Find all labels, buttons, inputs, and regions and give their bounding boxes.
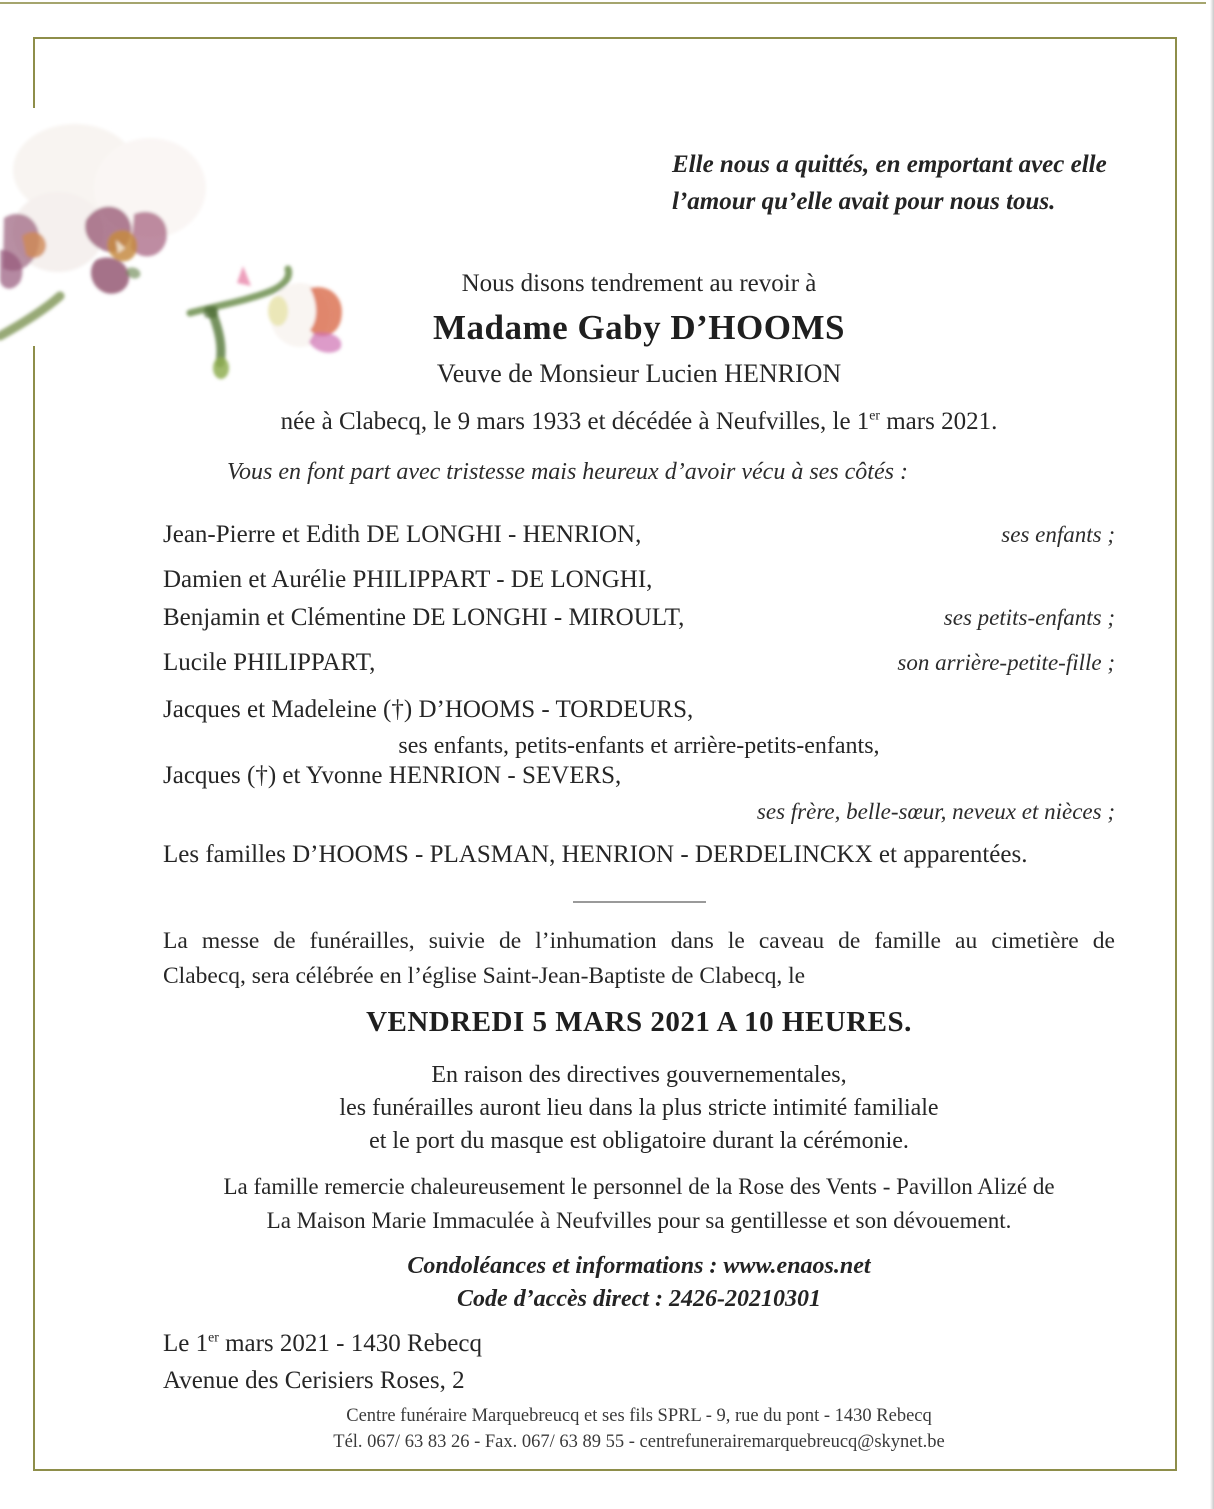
issue-date-text-end: mars 2021 - 1430 Rebecq — [218, 1330, 482, 1357]
thanks-line-2: La Maison Marie Immaculée à Neufvilles pour sa gentillesse et son dévouement. — [266, 1208, 1012, 1233]
issue-date-ordinal: er — [208, 1329, 219, 1345]
condolences-line: Condoléances et informations : www.enaos.net — [407, 1253, 871, 1279]
dates-ordinal: er — [869, 407, 880, 423]
family-row — [163, 604, 1115, 632]
orchid-photo — [0, 100, 460, 400]
ceremony-paragraph — [163, 924, 1115, 994]
issue-date-line — [163, 1325, 1115, 1362]
family-row — [163, 521, 1115, 549]
family-row — [163, 762, 1115, 790]
footer-line-1: Centre funéraire Marquebreucq et ses fils SPRL - 9, rue du pont - 1430 Rebecq — [346, 1406, 932, 1426]
ceremony-datetime: VENDREDI 5 MARS 2021 A 10 HEURES. — [366, 1006, 912, 1038]
dates-text-end: mars 2021. — [879, 408, 998, 435]
issue-block — [163, 1325, 1115, 1399]
family-relation: ses enfants ; — [1001, 522, 1115, 547]
family-names: Lucile PHILIPPART, — [163, 649, 376, 676]
section-divider — [573, 901, 706, 903]
directives-paragraph — [163, 1059, 1115, 1158]
funeral-home-footer — [163, 1403, 1115, 1455]
deceased-name: Madame Gaby D’HOOMS — [433, 308, 845, 347]
family-row-indent: ses enfants, petits-enfants et arrière-petits-enfants, — [398, 733, 880, 759]
ceremony-line-1: La messe de funérailles, suivie de l’inhumation dans le caveau de famille au cimetière de — [163, 928, 1115, 954]
footer-line-2: Tél. 067/ 63 83 26 - Fax. 067/ 63 89 55 - centrefunerairemarquebreucq@skynet.be — [333, 1432, 945, 1452]
family-row — [163, 649, 1115, 677]
family-row — [163, 799, 1115, 825]
scan-top-edge-line — [0, 2, 1206, 4]
condolences-block — [163, 1250, 1115, 1316]
intro-line: Nous disons tendrement au revoir à — [461, 270, 817, 297]
issue-date-text: Le 1 — [163, 1330, 209, 1357]
family-relation: son arrière-petite-fille ; — [897, 650, 1115, 675]
family-names: Jacques (†) et Yvonne HENRION - SEVERS, — [163, 762, 622, 789]
family-names: Benjamin et Clémentine DE LONGHI - MIROULT, — [163, 604, 685, 631]
issue-address-line: Avenue des Cerisiers Roses, 2 — [163, 1367, 465, 1394]
epitaph-line-2: l’amour qu’elle avait pour nous tous. — [672, 188, 1056, 215]
access-code-line: Code d’accès direct : 2426-20210301 — [457, 1286, 821, 1312]
directives-line-2: les funérailles auront lieu dans la plus stricte intimité familiale — [339, 1095, 939, 1121]
epitaph-quote — [672, 146, 1142, 220]
family-relation: ses frère, belle-sœur, neveux et nièces ; — [756, 799, 1115, 824]
thanks-paragraph — [163, 1170, 1115, 1238]
deceased-dates — [163, 408, 1115, 436]
announcement-line: Vous en font part avec tristesse mais heureux d’avoir vécu à ses côtés : — [227, 459, 908, 485]
family-names: Jean-Pierre et Edith DE LONGHI - HENRION, — [163, 521, 642, 548]
directives-line-3: et le port du masque est obligatoire durant la cérémonie. — [369, 1128, 909, 1154]
scan-right-edge-shadow — [1210, 0, 1214, 1509]
deceased-subtitle: Veuve de Monsieur Lucien HENRION — [436, 359, 842, 388]
directives-line-1: En raison des directives gouvernementales, — [431, 1062, 847, 1088]
ceremony-line-2: Clabecq, sera célébrée en l’église Saint-Jean-Baptiste de Clabecq, le — [163, 963, 806, 989]
family-names: Les familles D’HOOMS - PLASMAN, HENRION - DERDELINCKX et apparentées. — [163, 841, 1028, 868]
family-row — [163, 841, 1115, 869]
family-names: Jacques et Madeleine (†) D’HOOMS - TORDEURS, — [163, 696, 694, 723]
family-relation: ses petits-enfants ; — [943, 605, 1115, 630]
thanks-line-1: La famille remercie chaleureusement le personnel de la Rose des Vents - Pavillon Alizé de — [223, 1174, 1055, 1199]
family-row — [163, 566, 1115, 594]
epitaph-line-1: Elle nous a quittés, en emportant avec elle — [672, 151, 1107, 178]
dates-text: née à Clabecq, le 9 mars 1933 et décédée à Neufvilles, le 1 — [280, 408, 870, 435]
family-names: Damien et Aurélie PHILIPPART - DE LONGHI, — [163, 566, 653, 593]
family-row — [163, 696, 1115, 724]
